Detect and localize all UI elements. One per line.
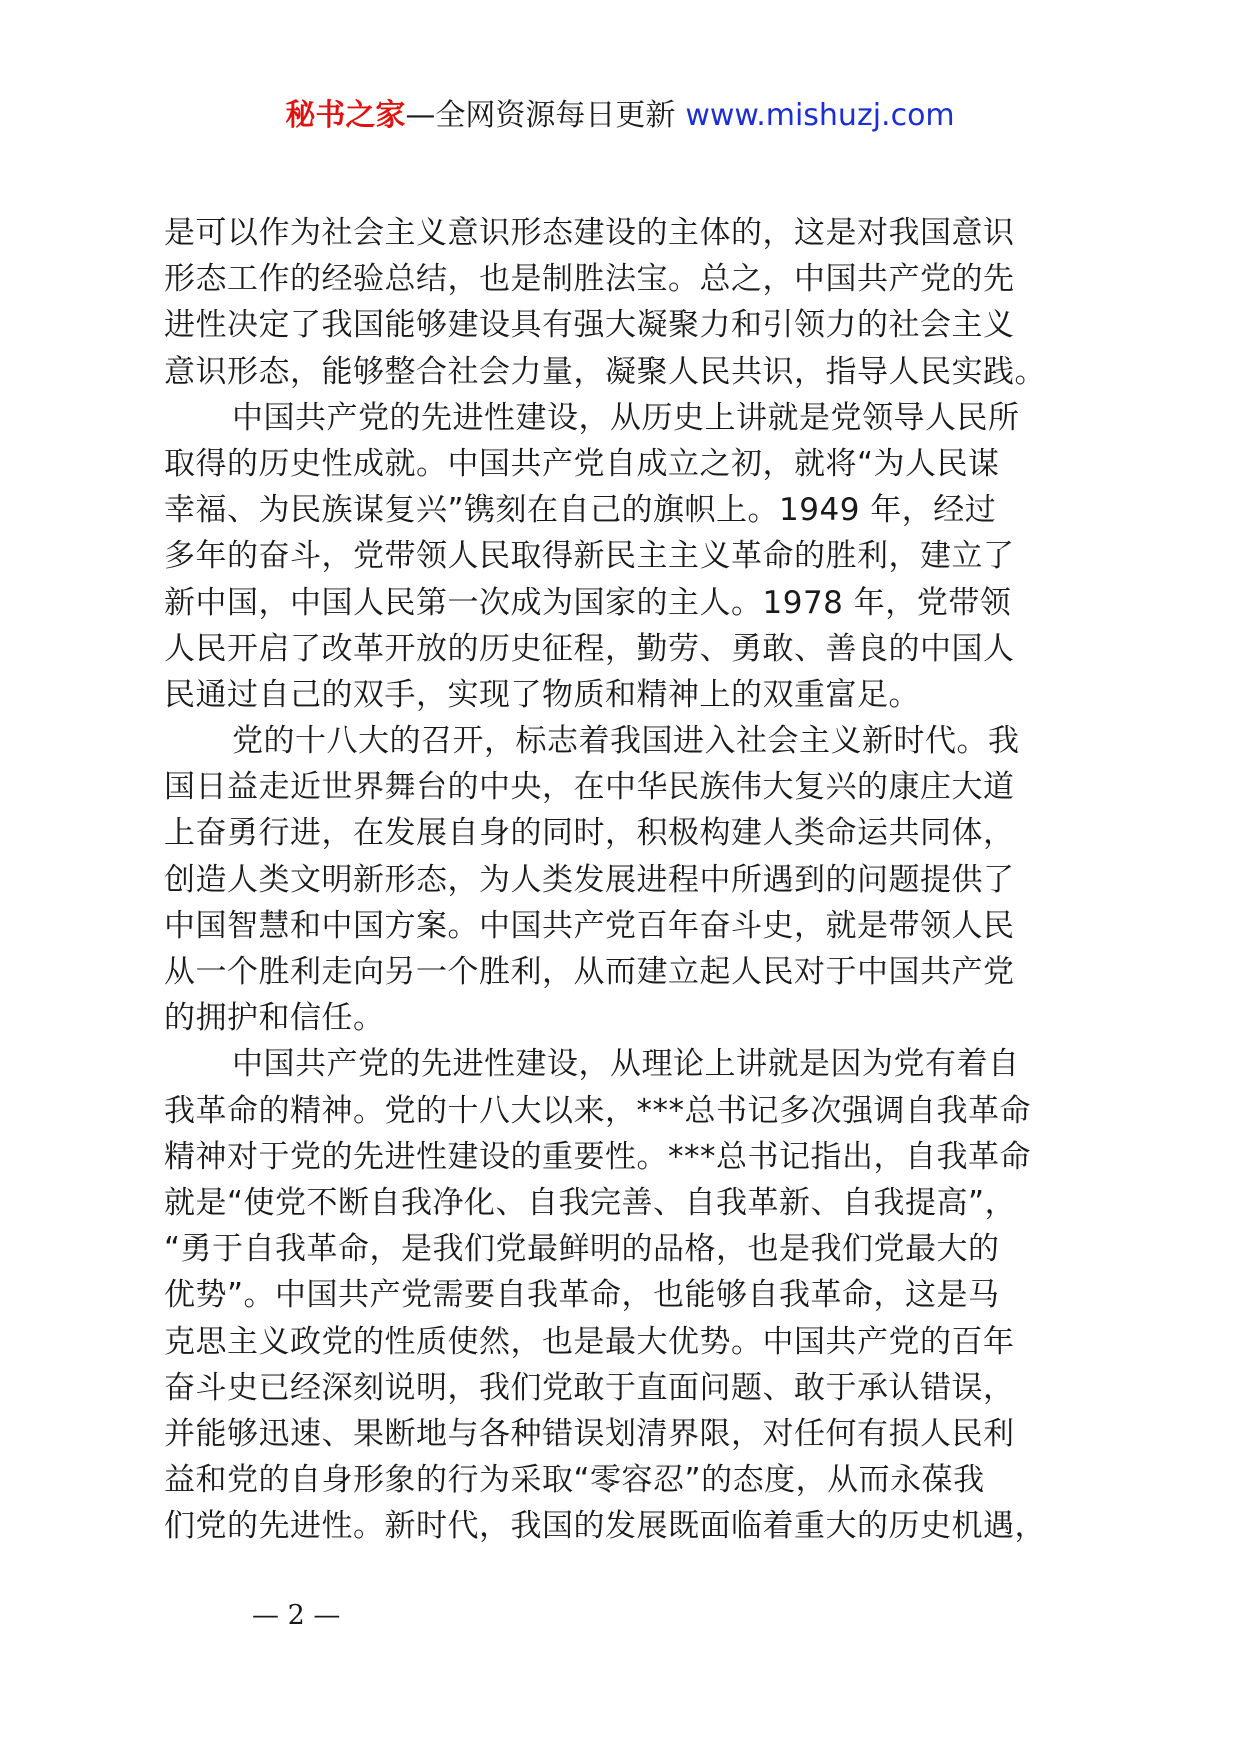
paragraph-start-line: 党的十八大的召开，标志着我国进入社会主义新时代。我 — [232, 723, 1020, 760]
text-line: 的拥护和信任。 — [164, 1000, 385, 1037]
text-line: 人民开启了改革开放的历史征程，勤劳、勇敢、善良的中国人 — [164, 630, 1015, 667]
text-line: 益和党的自身形象的行为采取“零容忍”的态度，从而永葆我 — [164, 1462, 985, 1499]
page-number: — 2 — — [252, 1600, 341, 1631]
text-line: 新中国，中国人民第一次成为国家的主人。1978 年，党带领 — [164, 584, 1012, 621]
text-line: 奋斗史已经深刻说明，我们党敢于直面问题、敢于承认错误， — [164, 1369, 1015, 1406]
text-line: 取得的历史性成就。中国共产党自成立之初，就将“为人民谋 — [164, 445, 1000, 482]
text-line: 上奋勇行进，在发展自身的同时，积极构建人类命运共同体， — [164, 815, 1015, 852]
text-line: 克思主义政党的性质使然，也是最大优势。中国共产党的百年 — [164, 1323, 1015, 1360]
header-tagline: —全网资源每日更新 — [405, 98, 676, 133]
brand-name: 秘书之家 — [285, 98, 406, 133]
text-line: 民通过自己的双手，实现了物质和精神上的双重富足。 — [164, 676, 920, 713]
text-line: 多年的奋斗，党带领人民取得新民主主义革命的胜利，建立了 — [164, 538, 1015, 575]
paragraph-start-line: 中国共产党的先进性建设，从理论上讲就是因为党有着自 — [232, 1046, 1020, 1083]
text-line: 们党的先进性。新时代，我国的发展既面临着重大的历史机遇， — [164, 1508, 1046, 1545]
document-body — [164, 210, 1084, 1549]
paragraph-start-line: 中国共产党的先进性建设，从历史上讲就是党领导人民所 — [232, 399, 1020, 436]
text-line: 优势”。中国共产党需要自我革命，也能够自我革命，这是马 — [164, 1277, 1000, 1314]
text-line: 就是“使党不断自我净化、自我完善、自我革新、自我提高”， — [164, 1184, 1017, 1221]
text-line: “勇于自我革命，是我们党最鲜明的品格，也是我们党最大的 — [164, 1231, 1000, 1268]
text-line: 并能够迅速、果断地与各种错误划清界限，对任何有损人民利 — [164, 1415, 1015, 1452]
text-line: 进性决定了我国能够建设具有强大凝聚力和引领力的社会主义 — [164, 307, 1015, 344]
text-line: 创造人类文明新形态，为人类发展进程中所遇到的问题提供了 — [164, 861, 1015, 898]
text-line: 我革命的精神。党的十八大以来，***总书记多次强调自我革命 — [164, 1092, 1031, 1129]
text-line: 国日益走近世界舞台的中央，在中华民族伟大复兴的康庄大道 — [164, 769, 1015, 806]
text-line: 意识形态，能够整合社会力量，凝聚人民共识，指导人民实践。 — [164, 353, 1046, 390]
text-line: 形态工作的经验总结，也是制胜法宝。总之，中国共产党的先 — [164, 261, 1015, 298]
text-line: 是可以作为社会主义意识形态建设的主体的，这是对我国意识 — [164, 215, 1015, 251]
text-line: 中国智慧和中国方案。中国共产党百年奋斗史，就是带领人民 — [164, 907, 1015, 944]
text-line: 精神对于党的先进性建设的重要性。***总书记指出，自我革命 — [164, 1138, 1031, 1175]
text-line: 幸福、为民族谋复兴”镌刻在自己的旗帜上。1949 年，经过 — [164, 492, 997, 529]
site-url-link[interactable]: www.mishuzj.com — [685, 98, 955, 133]
site-header — [0, 96, 1240, 136]
text-line: 从一个胜利走向另一个胜利，从而建立起人民对于中国共产党 — [164, 954, 1015, 990]
